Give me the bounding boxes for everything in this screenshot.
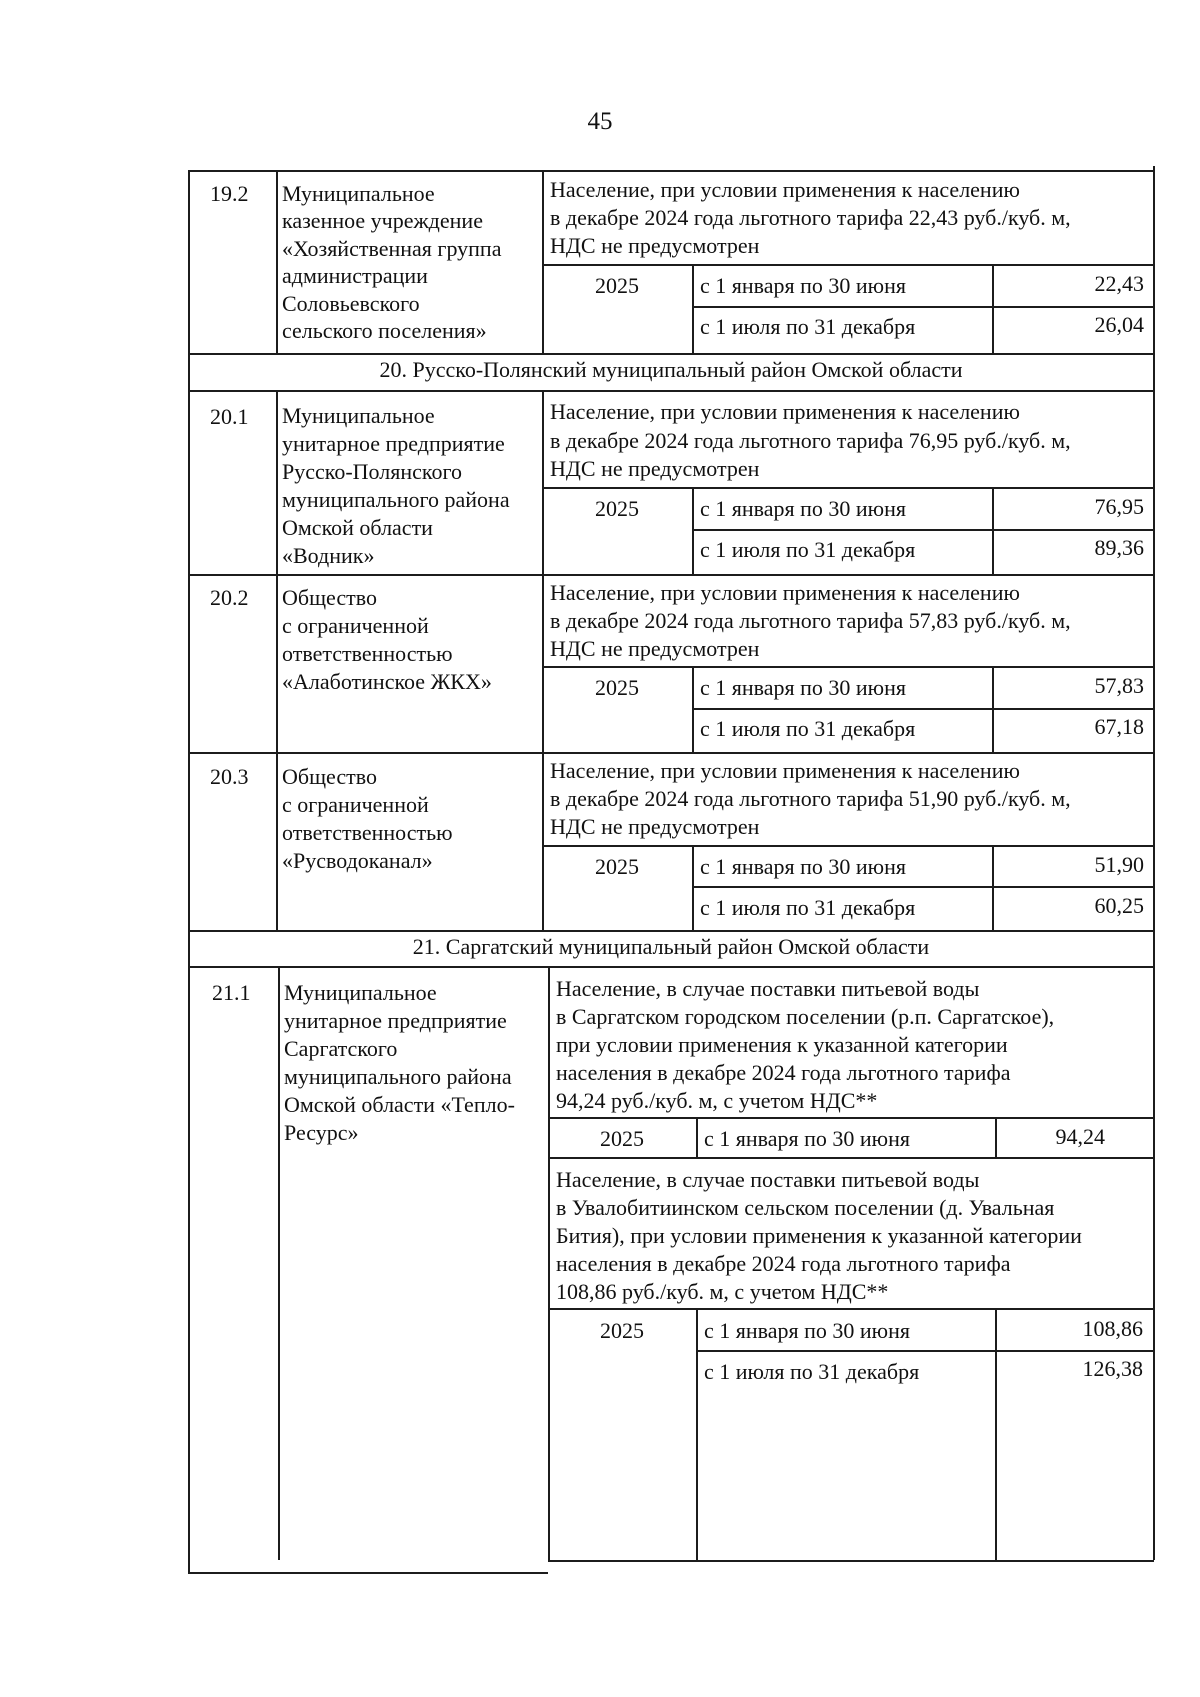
period-cell: с 1 января по 30 июня: [700, 675, 907, 700]
period-cell: с 1 января по 30 июня: [704, 1126, 911, 1151]
tariff-value: 60,25: [1094, 893, 1144, 918]
year-cell: 2025: [595, 854, 639, 879]
tariff-value: 76,95: [1094, 494, 1144, 519]
tariff-value: 22,43: [1094, 271, 1144, 296]
row-number: 20.3: [210, 764, 249, 789]
period-cell: с 1 июля по 31 декабря: [700, 314, 916, 339]
year-cell: 2025: [595, 675, 639, 700]
tariff-value: 67,18: [1094, 714, 1144, 739]
row-number: 20.2: [210, 585, 249, 610]
tariff-value: 89,36: [1094, 535, 1144, 560]
period-cell: с 1 июля по 31 декабря: [704, 1359, 920, 1384]
section-heading: 20. Русско-Полянский муниципальный район Омской области: [379, 357, 963, 382]
row-number: 20.1: [210, 404, 249, 429]
period-cell: с 1 января по 30 июня: [700, 496, 907, 521]
year-cell: 2025: [600, 1126, 644, 1151]
tariff-value: 57,83: [1094, 673, 1144, 698]
section-heading: 21. Саргатский муниципальный район Омской области: [412, 934, 930, 959]
period-cell: с 1 июля по 31 декабря: [700, 716, 916, 741]
row-number: 21.1: [212, 980, 251, 1005]
period-cell: с 1 июля по 31 декабря: [700, 895, 916, 920]
period-cell: с 1 января по 30 июня: [700, 854, 907, 879]
period-cell: с 1 января по 30 июня: [704, 1318, 911, 1343]
tariff-value: 108,86: [1082, 1316, 1143, 1341]
tariff-value: 94,24: [1055, 1124, 1105, 1149]
year-cell: 2025: [595, 273, 639, 298]
year-cell: 2025: [600, 1318, 644, 1343]
page-number: 45: [587, 108, 613, 135]
tariff-value: 126,38: [1082, 1356, 1143, 1381]
period-cell: с 1 июля по 31 декабря: [700, 537, 916, 562]
tariff-value: 51,90: [1094, 852, 1144, 877]
period-cell: с 1 января по 30 июня: [700, 273, 907, 298]
row-number: 19.2: [210, 181, 249, 206]
year-cell: 2025: [595, 496, 639, 521]
tariff-value: 26,04: [1094, 312, 1144, 337]
